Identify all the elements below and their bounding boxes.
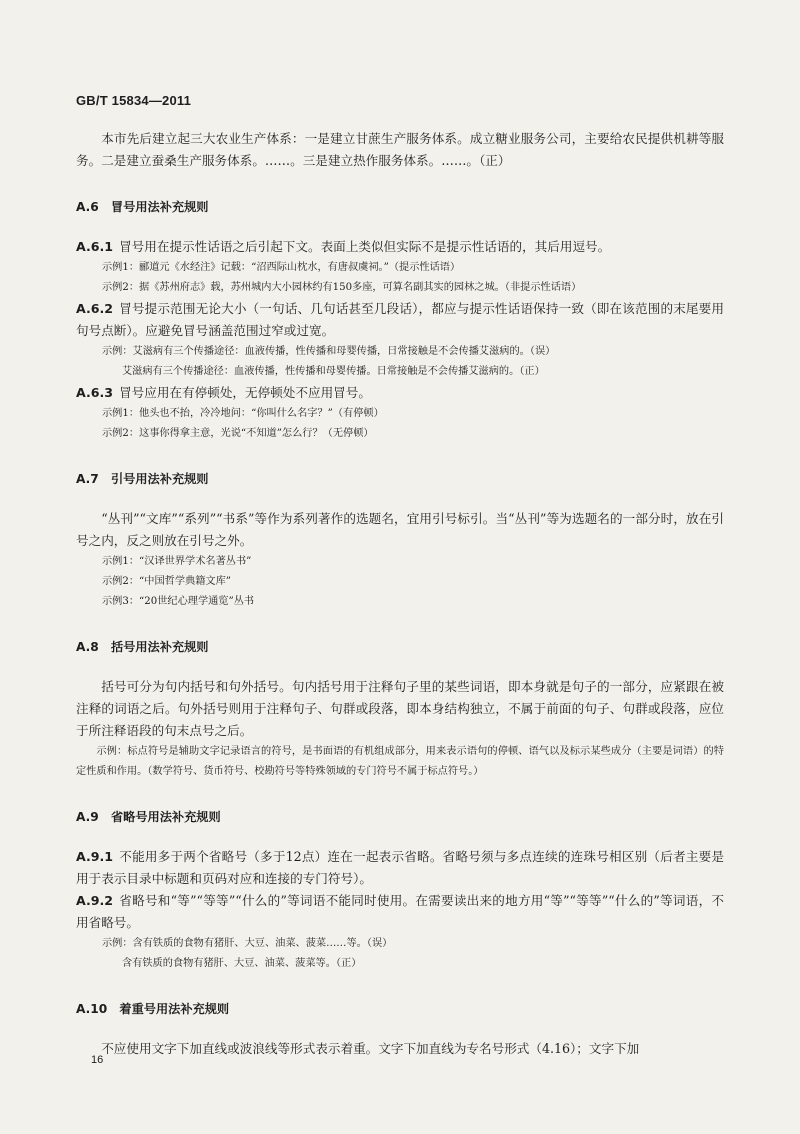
clause-number: A.6.2 [76,301,114,316]
example-a8: 示例：标点符号是辅助文字记录语言的符号，是书面语的有机组成部分，用来表示语句的停顿、语气以及标示某些成分（主要是词语）的特定性质和作用。（数学符号、货币符号、校勘符号等特殊领域的专门符号不属于标点符号。） [76,746,724,777]
example-a7-1: 示例1：“汉译世界学术名著丛书” [102,556,252,567]
section-a8-heading: A.8 括号用法补充规则 [76,640,209,654]
example-a6-1-2: 示例2：据《苏州府志》载，苏州城内大小园林约有150多座，可算名副其实的园林之城。（非提示性话语） [102,282,582,293]
example-a7-3: 示例3：“20世纪心理学通览”丛书 [102,596,255,607]
clause-text: 省略号和“等”“等等”“什么的”等词语不能同时使用。在需要读出来的地方用“等”“等等”“什么的”等词语，不用省略号。 [76,893,724,930]
page-number: 16 [91,1054,104,1066]
example-a6-2-1: 示例：艾滋病有三个传播途径：血液传播，性传播和母婴传播，日常接触是不会传播艾滋病的。（误） [102,346,556,357]
clause-a6-3 [76,382,724,404]
clause-text: 不能用多于两个省略号（多于12点）连在一起表示省略。省略号须与多点连续的连珠号相区别（后者主要是用于表示目录中标题和页码对应和连接的专门符号）。 [76,849,724,886]
page-content [76,128,724,1060]
example-a6-1-1: 示例1：郦道元《水经注》记载：“沼西际山枕水，有唐叔虞祠。”（提示性话语） [102,262,461,273]
standard-header: GB/T 15834—2011 [76,93,192,108]
example-a6-3-1: 示例1：他头也不抬，冷冷地问：“你叫什么名字？”（有停顿） [102,408,384,419]
clause-text: 冒号用在提示性话语之后引起下文。表面上类似但实际不是提示性话语的，其后用逗号。 [119,239,611,254]
example-a9-2: 含有铁质的食物有猪肝、大豆、油菜、菠菜等。（正） [122,958,362,969]
section-a10-heading: A.10 着重号用法补充规则 [76,1002,230,1016]
section-a6-heading: A.6 冒号用法补充规则 [76,200,209,214]
clause-a6-2 [76,298,724,342]
clause-number: A.9.1 [76,849,114,864]
clause-number: A.9.2 [76,893,114,908]
intro-paragraph: 本市先后建立起三大农业生产体系：一是建立甘蔗生产服务体系。成立糖业服务公司，主要给农民提供机耕等服务。二是建立蚕桑生产服务体系。……。三是建立热作服务体系。……。（正） [76,131,724,168]
clause-number: A.6.1 [76,239,114,254]
section-a7-heading: A.7 引号用法补充规则 [76,472,209,486]
clause-text: 冒号提示范围无论大小（一句话、几句话甚至几段话），都应与提示性话语保持一致（即在该范围的末尾要用句号点断）。应避免冒号涵盖范围过窄或过宽。 [76,301,724,338]
example-a9-1: 示例：含有铁质的食物有猪肝、大豆、油菜、菠菜……等。（误） [102,938,393,949]
example-a6-3-2: 示例2：这事你得拿主意，光说“不知道”怎么行？（无停顿） [102,428,374,439]
clause-number: A.6.3 [76,385,114,400]
section-a9-heading: A.9 省略号用法补充规则 [76,810,221,824]
section-a10-paragraph: 不应使用文字下加直线或波浪线等形式表示着重。文字下加直线为专名号形式（4.16）；文字下加 [101,1041,640,1056]
example-a7-2: 示例2：“中国哲学典籍文库” [102,576,231,587]
clause-a9-1 [76,846,724,890]
example-a6-2-2: 艾滋病有三个传播途径：血液传播，性传播和母婴传播。日常接触是不会传播艾滋病的。（正） [122,366,545,377]
clause-a9-2 [76,890,724,934]
clause-text: 冒号应用在有停顿处，无停顿处不应用冒号。 [119,385,371,400]
section-a7-paragraph: “丛刊”“文库”“系列”“书系”等作为系列著作的选题名，宜用引号标引。当“丛刊”等为选题名的一部分时，放在引号之内，反之则放在引号之外。 [76,511,724,548]
clause-a6-1 [76,236,724,258]
section-a8-paragraph: 括号可分为句内括号和句外括号。句内括号用于注释句子里的某些词语，即本身就是句子的一部分，应紧跟在被注释的词语之后。句外括号则用于注释句子、句群或段落，即本身结构独立，不属于前面的句子、句群或段落，应位于所注释语段的句末点号之后。 [76,679,724,738]
